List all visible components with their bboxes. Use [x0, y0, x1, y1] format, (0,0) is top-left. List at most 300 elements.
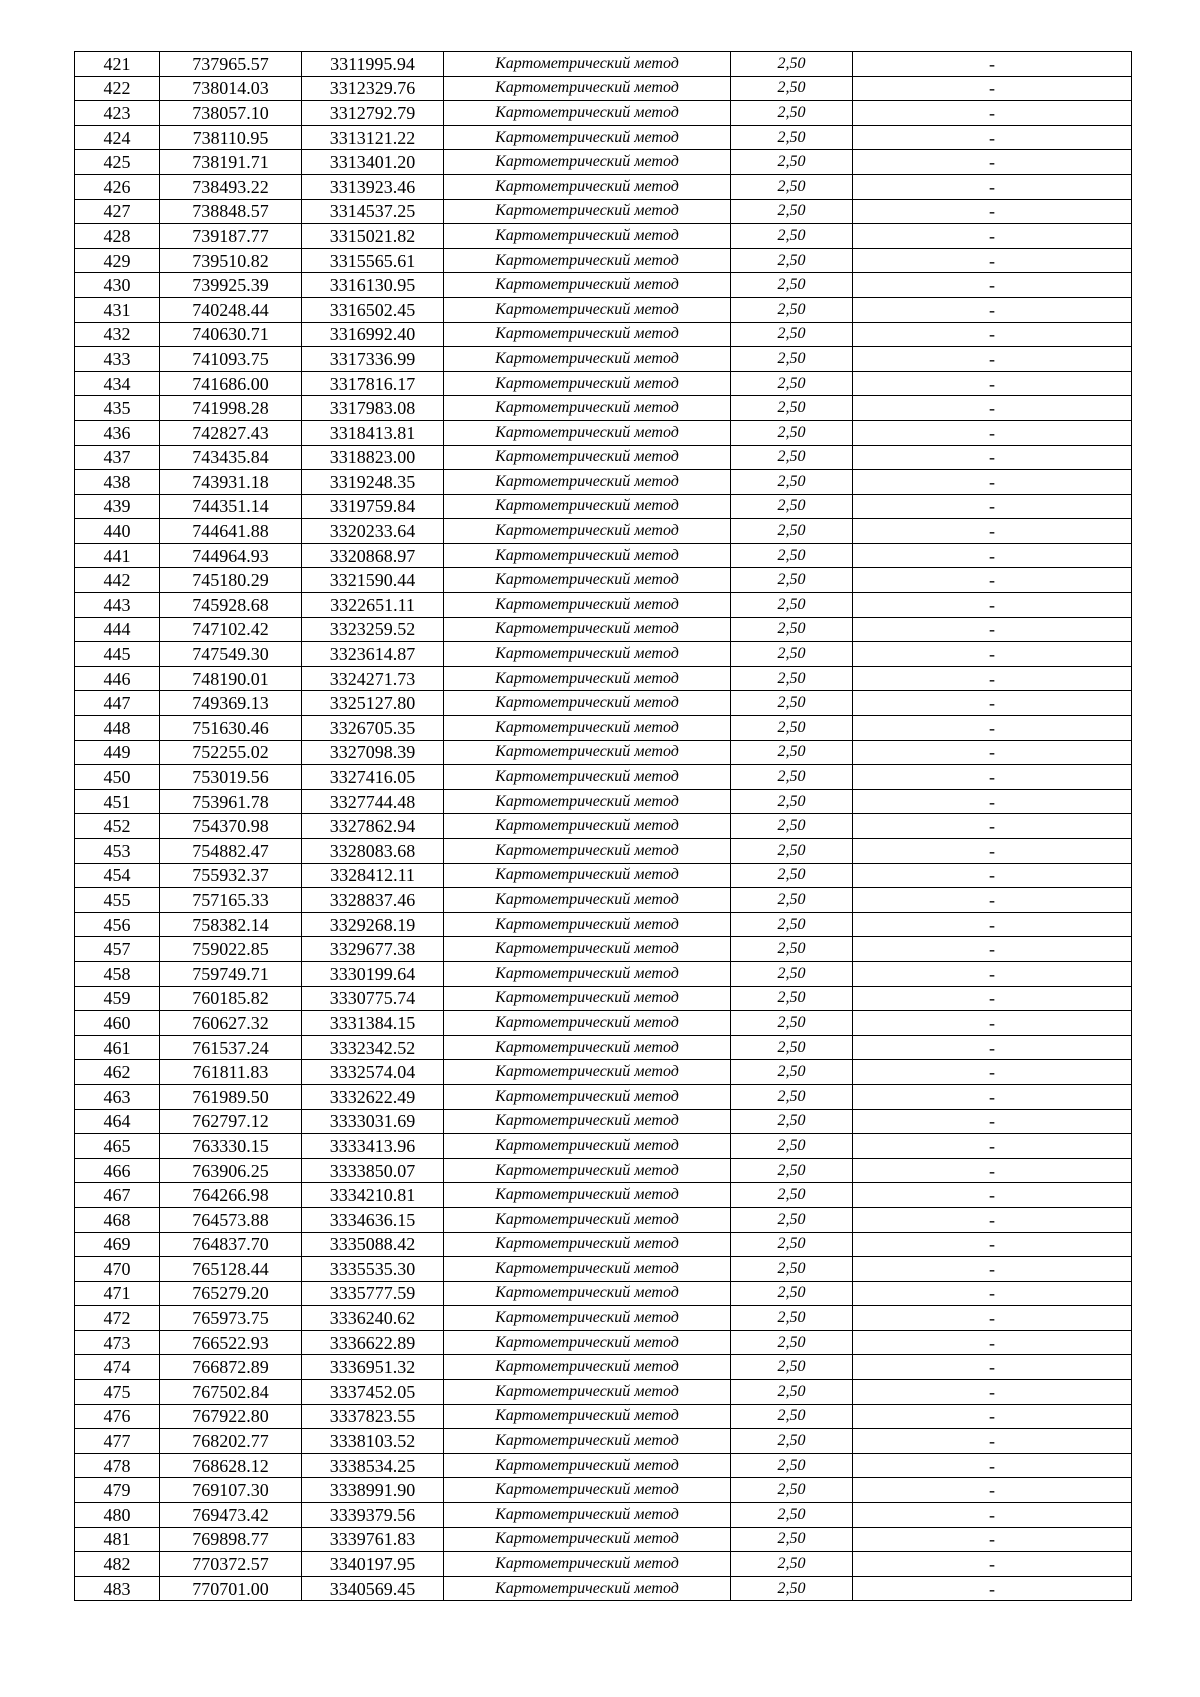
y-coordinate-cell: 3340197.95: [302, 1552, 444, 1577]
point-number-cell: 463: [75, 1084, 160, 1109]
note-cell: -: [853, 863, 1132, 888]
table-row: [75, 445, 1132, 470]
table-row: [75, 273, 1132, 298]
accuracy-cell: 2,50: [731, 470, 853, 495]
method-cell: Картометрический метод: [444, 1503, 731, 1528]
method-cell: Картометрический метод: [444, 1207, 731, 1232]
table-row: [75, 839, 1132, 864]
method-cell: Картометрический метод: [444, 248, 731, 273]
x-coordinate-cell: 740248.44: [160, 297, 302, 322]
method-cell: Картометрический метод: [444, 1011, 731, 1036]
accuracy-cell: 2,50: [731, 543, 853, 568]
x-coordinate-cell: 765128.44: [160, 1257, 302, 1282]
y-coordinate-cell: 3333413.96: [302, 1134, 444, 1159]
accuracy-cell: 2,50: [731, 888, 853, 913]
note-cell: -: [853, 543, 1132, 568]
y-coordinate-cell: 3313121.22: [302, 125, 444, 150]
point-number-cell: 472: [75, 1306, 160, 1331]
coordinates-table: [74, 51, 1132, 1601]
note-cell: -: [853, 1429, 1132, 1454]
note-cell: -: [853, 1207, 1132, 1232]
accuracy-cell: 2,50: [731, 1380, 853, 1405]
y-coordinate-cell: 3328837.46: [302, 888, 444, 913]
point-number-cell: 422: [75, 76, 160, 101]
x-coordinate-cell: 753961.78: [160, 789, 302, 814]
x-coordinate-cell: 755932.37: [160, 863, 302, 888]
table-row: [75, 420, 1132, 445]
x-coordinate-cell: 742827.43: [160, 420, 302, 445]
note-cell: -: [853, 814, 1132, 839]
point-number-cell: 461: [75, 1035, 160, 1060]
note-cell: -: [853, 174, 1132, 199]
y-coordinate-cell: 3317816.17: [302, 371, 444, 396]
table-row: [75, 1330, 1132, 1355]
method-cell: Картометрический метод: [444, 1355, 731, 1380]
note-cell: -: [853, 297, 1132, 322]
method-cell: Картометрический метод: [444, 224, 731, 249]
y-coordinate-cell: 3339379.56: [302, 1503, 444, 1528]
note-cell: -: [853, 937, 1132, 962]
note-cell: -: [853, 1109, 1132, 1134]
table-row: [75, 322, 1132, 347]
point-number-cell: 429: [75, 248, 160, 273]
note-cell: -: [853, 1134, 1132, 1159]
point-number-cell: 437: [75, 445, 160, 470]
coordinates-table-body: [75, 52, 1132, 1601]
x-coordinate-cell: 761537.24: [160, 1035, 302, 1060]
method-cell: Картометрический метод: [444, 470, 731, 495]
method-cell: Картометрический метод: [444, 297, 731, 322]
accuracy-cell: 2,50: [731, 1158, 853, 1183]
y-coordinate-cell: 3336240.62: [302, 1306, 444, 1331]
note-cell: -: [853, 125, 1132, 150]
method-cell: Картометрический метод: [444, 765, 731, 790]
point-number-cell: 480: [75, 1503, 160, 1528]
table-row: [75, 1060, 1132, 1085]
accuracy-cell: 2,50: [731, 1429, 853, 1454]
y-coordinate-cell: 3317336.99: [302, 347, 444, 372]
accuracy-cell: 2,50: [731, 1109, 853, 1134]
y-coordinate-cell: 3331384.15: [302, 1011, 444, 1036]
point-number-cell: 469: [75, 1232, 160, 1257]
y-coordinate-cell: 3338103.52: [302, 1429, 444, 1454]
y-coordinate-cell: 3327098.39: [302, 740, 444, 765]
point-number-cell: 481: [75, 1527, 160, 1552]
y-coordinate-cell: 3327862.94: [302, 814, 444, 839]
y-coordinate-cell: 3329677.38: [302, 937, 444, 962]
y-coordinate-cell: 3312792.79: [302, 101, 444, 126]
note-cell: -: [853, 888, 1132, 913]
method-cell: Картометрический метод: [444, 1183, 731, 1208]
table-row: [75, 470, 1132, 495]
y-coordinate-cell: 3329268.19: [302, 912, 444, 937]
method-cell: Картометрический метод: [444, 617, 731, 642]
accuracy-cell: 2,50: [731, 691, 853, 716]
accuracy-cell: 2,50: [731, 224, 853, 249]
y-coordinate-cell: 3318413.81: [302, 420, 444, 445]
note-cell: -: [853, 568, 1132, 593]
x-coordinate-cell: 751630.46: [160, 716, 302, 741]
note-cell: -: [853, 470, 1132, 495]
x-coordinate-cell: 738110.95: [160, 125, 302, 150]
x-coordinate-cell: 738848.57: [160, 199, 302, 224]
method-cell: Картометрический метод: [444, 1576, 731, 1601]
x-coordinate-cell: 744351.14: [160, 494, 302, 519]
y-coordinate-cell: 3314537.25: [302, 199, 444, 224]
x-coordinate-cell: 752255.02: [160, 740, 302, 765]
point-number-cell: 436: [75, 420, 160, 445]
y-coordinate-cell: 3316130.95: [302, 273, 444, 298]
note-cell: -: [853, 224, 1132, 249]
x-coordinate-cell: 758382.14: [160, 912, 302, 937]
x-coordinate-cell: 738191.71: [160, 150, 302, 175]
accuracy-cell: 2,50: [731, 1060, 853, 1085]
x-coordinate-cell: 739925.39: [160, 273, 302, 298]
y-coordinate-cell: 3315565.61: [302, 248, 444, 273]
point-number-cell: 465: [75, 1134, 160, 1159]
method-cell: Картометрический метод: [444, 1035, 731, 1060]
point-number-cell: 447: [75, 691, 160, 716]
accuracy-cell: 2,50: [731, 125, 853, 150]
table-row: [75, 1355, 1132, 1380]
note-cell: -: [853, 716, 1132, 741]
y-coordinate-cell: 3335088.42: [302, 1232, 444, 1257]
table-row: [75, 101, 1132, 126]
method-cell: Картометрический метод: [444, 568, 731, 593]
y-coordinate-cell: 3315021.82: [302, 224, 444, 249]
table-row: [75, 1232, 1132, 1257]
point-number-cell: 462: [75, 1060, 160, 1085]
accuracy-cell: 2,50: [731, 617, 853, 642]
point-number-cell: 468: [75, 1207, 160, 1232]
table-row: [75, 1478, 1132, 1503]
point-number-cell: 482: [75, 1552, 160, 1577]
point-number-cell: 438: [75, 470, 160, 495]
point-number-cell: 425: [75, 150, 160, 175]
method-cell: Картометрический метод: [444, 961, 731, 986]
x-coordinate-cell: 760627.32: [160, 1011, 302, 1036]
x-coordinate-cell: 762797.12: [160, 1109, 302, 1134]
x-coordinate-cell: 769473.42: [160, 1503, 302, 1528]
method-cell: Картометрический метод: [444, 1552, 731, 1577]
table-row: [75, 371, 1132, 396]
accuracy-cell: 2,50: [731, 1084, 853, 1109]
x-coordinate-cell: 770701.00: [160, 1576, 302, 1601]
method-cell: Картометрический метод: [444, 519, 731, 544]
point-number-cell: 466: [75, 1158, 160, 1183]
accuracy-cell: 2,50: [731, 1257, 853, 1282]
table-row: [75, 1281, 1132, 1306]
point-number-cell: 467: [75, 1183, 160, 1208]
method-cell: Картометрический метод: [444, 1060, 731, 1085]
point-number-cell: 477: [75, 1429, 160, 1454]
method-cell: Картометрический метод: [444, 543, 731, 568]
note-cell: -: [853, 1503, 1132, 1528]
x-coordinate-cell: 747549.30: [160, 642, 302, 667]
x-coordinate-cell: 739187.77: [160, 224, 302, 249]
accuracy-cell: 2,50: [731, 1011, 853, 1036]
table-row: [75, 224, 1132, 249]
method-cell: Картометрический метод: [444, 642, 731, 667]
method-cell: Картометрический метод: [444, 716, 731, 741]
accuracy-cell: 2,50: [731, 716, 853, 741]
note-cell: -: [853, 642, 1132, 667]
method-cell: Картометрический метод: [444, 1134, 731, 1159]
accuracy-cell: 2,50: [731, 322, 853, 347]
point-number-cell: 470: [75, 1257, 160, 1282]
note-cell: -: [853, 1478, 1132, 1503]
table-row: [75, 1035, 1132, 1060]
y-coordinate-cell: 3333850.07: [302, 1158, 444, 1183]
table-row: [75, 1183, 1132, 1208]
point-number-cell: 431: [75, 297, 160, 322]
x-coordinate-cell: 769898.77: [160, 1527, 302, 1552]
point-number-cell: 464: [75, 1109, 160, 1134]
method-cell: Картометрический метод: [444, 1330, 731, 1355]
table-row: [75, 150, 1132, 175]
table-row: [75, 1257, 1132, 1282]
accuracy-cell: 2,50: [731, 273, 853, 298]
note-cell: -: [853, 1380, 1132, 1405]
table-row: [75, 1503, 1132, 1528]
x-coordinate-cell: 749369.13: [160, 691, 302, 716]
accuracy-cell: 2,50: [731, 1035, 853, 1060]
note-cell: -: [853, 52, 1132, 77]
accuracy-cell: 2,50: [731, 961, 853, 986]
note-cell: -: [853, 1330, 1132, 1355]
accuracy-cell: 2,50: [731, 420, 853, 445]
accuracy-cell: 2,50: [731, 174, 853, 199]
y-coordinate-cell: 3320868.97: [302, 543, 444, 568]
y-coordinate-cell: 3327416.05: [302, 765, 444, 790]
method-cell: Картометрический метод: [444, 1158, 731, 1183]
note-cell: -: [853, 1084, 1132, 1109]
table-row: [75, 888, 1132, 913]
accuracy-cell: 2,50: [731, 1306, 853, 1331]
table-row: [75, 519, 1132, 544]
y-coordinate-cell: 3316502.45: [302, 297, 444, 322]
accuracy-cell: 2,50: [731, 1183, 853, 1208]
note-cell: -: [853, 1306, 1132, 1331]
point-number-cell: 430: [75, 273, 160, 298]
x-coordinate-cell: 754882.47: [160, 839, 302, 864]
x-coordinate-cell: 764837.70: [160, 1232, 302, 1257]
accuracy-cell: 2,50: [731, 986, 853, 1011]
table-row: [75, 543, 1132, 568]
point-number-cell: 448: [75, 716, 160, 741]
note-cell: -: [853, 420, 1132, 445]
x-coordinate-cell: 769107.30: [160, 1478, 302, 1503]
y-coordinate-cell: 3334636.15: [302, 1207, 444, 1232]
note-cell: -: [853, 961, 1132, 986]
x-coordinate-cell: 761989.50: [160, 1084, 302, 1109]
note-cell: -: [853, 1453, 1132, 1478]
table-row: [75, 593, 1132, 618]
accuracy-cell: 2,50: [731, 863, 853, 888]
method-cell: Картометрический метод: [444, 199, 731, 224]
table-row: [75, 248, 1132, 273]
point-number-cell: 476: [75, 1404, 160, 1429]
note-cell: -: [853, 494, 1132, 519]
table-row: [75, 1576, 1132, 1601]
point-number-cell: 450: [75, 765, 160, 790]
point-number-cell: 457: [75, 937, 160, 962]
table-row: [75, 174, 1132, 199]
method-cell: Картометрический метод: [444, 273, 731, 298]
note-cell: -: [853, 691, 1132, 716]
method-cell: Картометрический метод: [444, 347, 731, 372]
point-number-cell: 439: [75, 494, 160, 519]
method-cell: Картометрический метод: [444, 52, 731, 77]
y-coordinate-cell: 3313401.20: [302, 150, 444, 175]
x-coordinate-cell: 768202.77: [160, 1429, 302, 1454]
method-cell: Картометрический метод: [444, 986, 731, 1011]
note-cell: -: [853, 617, 1132, 642]
point-number-cell: 444: [75, 617, 160, 642]
method-cell: Картометрический метод: [444, 1404, 731, 1429]
note-cell: -: [853, 150, 1132, 175]
accuracy-cell: 2,50: [731, 1453, 853, 1478]
note-cell: -: [853, 1011, 1132, 1036]
table-row: [75, 666, 1132, 691]
point-number-cell: 459: [75, 986, 160, 1011]
accuracy-cell: 2,50: [731, 789, 853, 814]
method-cell: Картометрический метод: [444, 322, 731, 347]
point-number-cell: 435: [75, 396, 160, 421]
method-cell: Картометрический метод: [444, 371, 731, 396]
point-number-cell: 479: [75, 1478, 160, 1503]
point-number-cell: 449: [75, 740, 160, 765]
accuracy-cell: 2,50: [731, 1503, 853, 1528]
note-cell: -: [853, 1183, 1132, 1208]
accuracy-cell: 2,50: [731, 445, 853, 470]
note-cell: -: [853, 789, 1132, 814]
point-number-cell: 442: [75, 568, 160, 593]
method-cell: Картометрический метод: [444, 1257, 731, 1282]
accuracy-cell: 2,50: [731, 199, 853, 224]
table-row: [75, 986, 1132, 1011]
y-coordinate-cell: 3319759.84: [302, 494, 444, 519]
note-cell: -: [853, 740, 1132, 765]
y-coordinate-cell: 3340569.45: [302, 1576, 444, 1601]
table-row: [75, 125, 1132, 150]
note-cell: -: [853, 101, 1132, 126]
point-number-cell: 434: [75, 371, 160, 396]
accuracy-cell: 2,50: [731, 568, 853, 593]
note-cell: -: [853, 1035, 1132, 1060]
y-coordinate-cell: 3336951.32: [302, 1355, 444, 1380]
point-number-cell: 446: [75, 666, 160, 691]
point-number-cell: 460: [75, 1011, 160, 1036]
y-coordinate-cell: 3322651.11: [302, 593, 444, 618]
method-cell: Картометрический метод: [444, 691, 731, 716]
table-row: [75, 961, 1132, 986]
y-coordinate-cell: 3325127.80: [302, 691, 444, 716]
accuracy-cell: 2,50: [731, 297, 853, 322]
point-number-cell: 427: [75, 199, 160, 224]
table-row: [75, 1207, 1132, 1232]
point-number-cell: 421: [75, 52, 160, 77]
x-coordinate-cell: 748190.01: [160, 666, 302, 691]
accuracy-cell: 2,50: [731, 1330, 853, 1355]
y-coordinate-cell: 3317983.08: [302, 396, 444, 421]
table-row: [75, 863, 1132, 888]
x-coordinate-cell: 741686.00: [160, 371, 302, 396]
y-coordinate-cell: 3323614.87: [302, 642, 444, 667]
table-row: [75, 789, 1132, 814]
x-coordinate-cell: 767502.84: [160, 1380, 302, 1405]
x-coordinate-cell: 738057.10: [160, 101, 302, 126]
y-coordinate-cell: 3337823.55: [302, 1404, 444, 1429]
method-cell: Картометрический метод: [444, 494, 731, 519]
x-coordinate-cell: 753019.56: [160, 765, 302, 790]
accuracy-cell: 2,50: [731, 76, 853, 101]
x-coordinate-cell: 768628.12: [160, 1453, 302, 1478]
x-coordinate-cell: 764266.98: [160, 1183, 302, 1208]
accuracy-cell: 2,50: [731, 814, 853, 839]
method-cell: Картометрический метод: [444, 666, 731, 691]
y-coordinate-cell: 3319248.35: [302, 470, 444, 495]
x-coordinate-cell: 747102.42: [160, 617, 302, 642]
table-row: [75, 494, 1132, 519]
x-coordinate-cell: 743435.84: [160, 445, 302, 470]
x-coordinate-cell: 741093.75: [160, 347, 302, 372]
note-cell: -: [853, 1404, 1132, 1429]
y-coordinate-cell: 3332574.04: [302, 1060, 444, 1085]
note-cell: -: [853, 248, 1132, 273]
table-row: [75, 1306, 1132, 1331]
method-cell: Картометрический метод: [444, 1429, 731, 1454]
point-number-cell: 426: [75, 174, 160, 199]
accuracy-cell: 2,50: [731, 839, 853, 864]
table-row: [75, 912, 1132, 937]
method-cell: Картометрический метод: [444, 150, 731, 175]
x-coordinate-cell: 767922.80: [160, 1404, 302, 1429]
y-coordinate-cell: 3316992.40: [302, 322, 444, 347]
point-number-cell: 451: [75, 789, 160, 814]
accuracy-cell: 2,50: [731, 912, 853, 937]
y-coordinate-cell: 3312329.76: [302, 76, 444, 101]
accuracy-cell: 2,50: [731, 101, 853, 126]
point-number-cell: 475: [75, 1380, 160, 1405]
note-cell: -: [853, 912, 1132, 937]
y-coordinate-cell: 3324271.73: [302, 666, 444, 691]
point-number-cell: 452: [75, 814, 160, 839]
table-row: [75, 740, 1132, 765]
table-row: [75, 1158, 1132, 1183]
table-row: [75, 297, 1132, 322]
x-coordinate-cell: 743931.18: [160, 470, 302, 495]
point-number-cell: 471: [75, 1281, 160, 1306]
method-cell: Картометрический метод: [444, 125, 731, 150]
note-cell: -: [853, 1060, 1132, 1085]
method-cell: Картометрический метод: [444, 863, 731, 888]
table-row: [75, 1429, 1132, 1454]
x-coordinate-cell: 757165.33: [160, 888, 302, 913]
note-cell: -: [853, 1355, 1132, 1380]
point-number-cell: 432: [75, 322, 160, 347]
x-coordinate-cell: 759749.71: [160, 961, 302, 986]
accuracy-cell: 2,50: [731, 1527, 853, 1552]
note-cell: -: [853, 1527, 1132, 1552]
y-coordinate-cell: 3339761.83: [302, 1527, 444, 1552]
accuracy-cell: 2,50: [731, 593, 853, 618]
method-cell: Картометрический метод: [444, 1306, 731, 1331]
note-cell: -: [853, 986, 1132, 1011]
accuracy-cell: 2,50: [731, 1134, 853, 1159]
accuracy-cell: 2,50: [731, 1232, 853, 1257]
method-cell: Картометрический метод: [444, 420, 731, 445]
